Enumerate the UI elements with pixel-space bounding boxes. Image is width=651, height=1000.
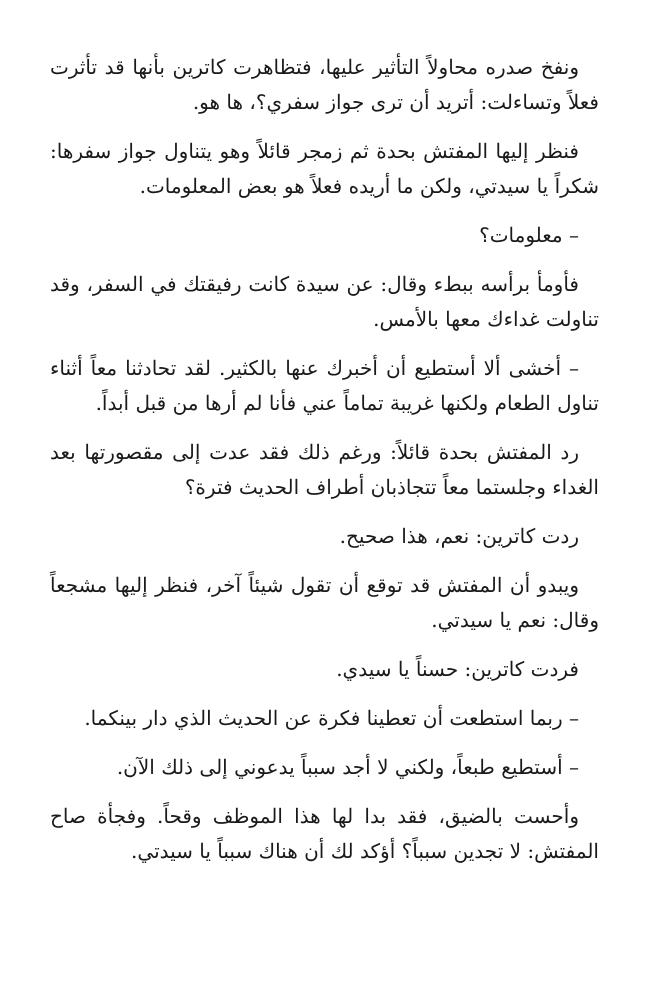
paragraph-6: رد المفتش بحدة قائلاً: ورغم ذلك فقد عدت إلى مقصورتها بعد الغداء وجلستما معاً تتجاذبان أطراف الحديث فترة؟ <box>50 440 599 499</box>
paragraph-12: وأحست بالضيق، فقد بدا لها هذا الموظف وقحاً. وفجأة صاح المفتش: لا تجدين سبباً؟ أؤكد لك أن هناك سبباً يا سيدتي. <box>50 804 599 863</box>
paragraph-1: ونفخ صدره محاولاً التأثير عليها، فتظاهرت كاترين بأنها قد تأثرت فعلاً وتساءلت: أتريد أن ترى جواز سفري؟، ها هو. <box>50 55 599 114</box>
paragraph-4: فأومأ برأسه ببطء وقال: عن سيدة كانت رفيقتك في السفر، وقد تناولت غداءك معها بالأمس. <box>50 272 599 331</box>
paragraph-9: فردت كاترين: حسناً يا سيدي. <box>336 657 579 681</box>
paragraph-11: – أستطيع طبعاً، ولكني لا أجد سبباً يدعوني إلى ذلك الآن. <box>116 755 579 779</box>
paragraph-7: ردت كاترين: نعم، هذا صحيح. <box>339 524 579 548</box>
paragraph-10: – ربما استطعت أن تعطينا فكرة عن الحديث الذي دار بينكما. <box>84 706 579 730</box>
paragraph-5: – أخشى ألا أستطيع أن أخبرك عنها بالكثير. لقد تحادثنا معاً أثناء تناول الطعام ولكنها غريبة تماماً عني فأنا لم أرها من قبل أبداً. <box>50 356 599 415</box>
paragraph-2: فنظر إليها المفتش بحدة ثم زمجر قائلاً وهو يتناول جواز سفرها: شكراً يا سيدتي، ولكن ما أريده فعلاً هو بعض المعلومات. <box>50 139 599 198</box>
paragraph-3: – معلومات؟ <box>479 223 579 247</box>
paragraph-8: ويبدو أن المفتش قد توقع أن تقول شيئاً آخر، فنظر إليها مشجعاً وقال: نعم يا سيدتي. <box>50 573 599 632</box>
